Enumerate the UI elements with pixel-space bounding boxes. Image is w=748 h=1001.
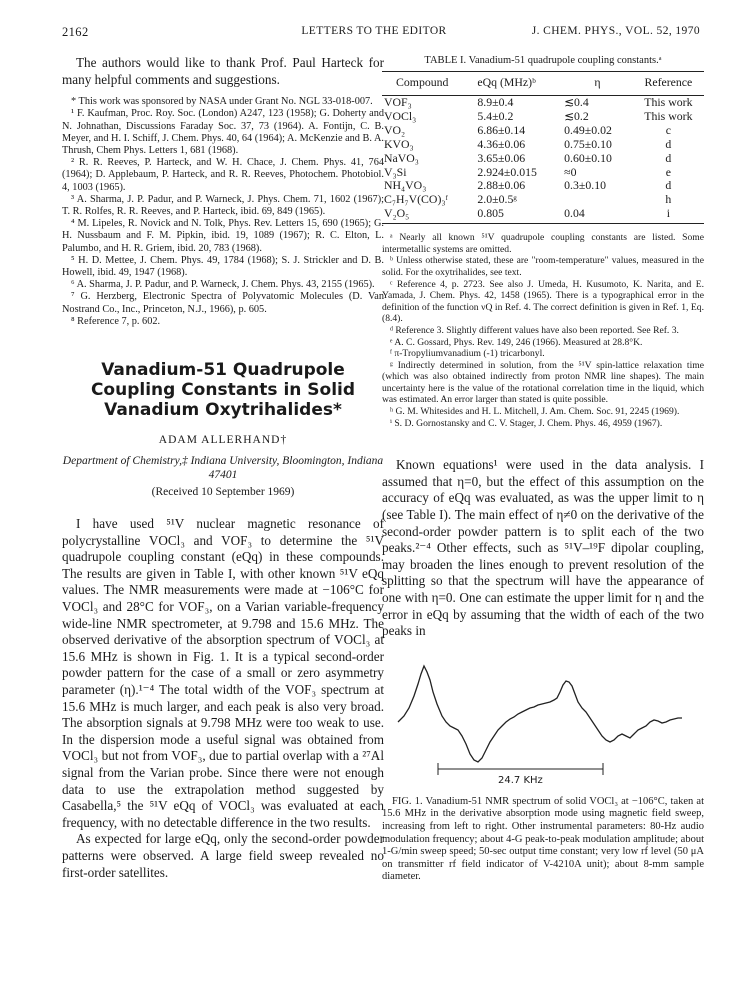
table-cell: VOCl₃ [384, 108, 417, 123]
table-note: ᵇ Unless otherwise stated, these are "room-temperature" values, measured in the solid. For the oxytrihalides, see text. [382, 255, 704, 278]
table-cell: e [665, 164, 671, 179]
table-row [382, 179, 704, 193]
table-cell: 2.0±0.5ᵍ [477, 192, 517, 207]
table-cell: NaVO₃ [384, 150, 419, 165]
received-date: (Received 10 September 1969) [151, 486, 295, 499]
footnote: ⁵ H. D. Mettee, J. Chem. Phys. 49, 1784 (1968); S. J. Strickler and D. B. Howell, ibid. 49, 1947 (1968). [62, 254, 384, 279]
column-header: Compound [382, 72, 475, 96]
table-caption: TABLE I. Vanadium-51 quadrupole coupling constants.ᵃ [424, 55, 662, 66]
footnote: ⁸ Reference 7, p. 602. [71, 315, 161, 327]
affiliation: Department of Chemistry,‡ Indiana University, Bloomington, Indiana 47401 [62, 455, 384, 482]
table-cell: This work [644, 95, 693, 109]
article-title: Vanadium-51 Quadrupole Coupling Constants in Solid Vanadium Oxytrihalides* [90, 360, 356, 421]
footnote: ⁴ M. Lipeles, R. Novick and N. Tolk, Phys. Rev. Letters 15, 690 (1965); G. H. Nussbaum and F. M. Pipkin, ibid. 19, 1089 (1967); R. C. Elton, L. Palumbo, and H. R. Griem, ibid. 20, 783 (1968). [62, 218, 384, 254]
table-header-row [382, 72, 704, 96]
table-cell: ≲0.4 [564, 95, 589, 109]
table-cell: C₇H₇V(CO)₃ᶠ [384, 192, 448, 207]
table-cell: ≲0.2 [564, 108, 589, 123]
acknowledgment: The authors would like to thank Prof. Paul Harteck for many helpful comments and suggestions. [62, 55, 384, 87]
table-cell: This work [644, 108, 693, 123]
table-row [382, 124, 704, 138]
table-cell: 0.60±0.10 [564, 150, 612, 165]
table-row [382, 207, 704, 223]
right-column [382, 55, 704, 884]
table-note: ᶜ Reference 4, p. 2723. See also J. Umeda, H. Kusumoto, K. Narita, and E. Yamada, J. Chem. Phys. 42, 1458 (1965). There is a typographical error in the definition of the function νQ in Ref. 4. The correct definition is given in Ref. 1, Eq. (8.4). [382, 278, 704, 325]
table-cell: KVO₃ [384, 136, 414, 151]
coupling-constants-table [382, 71, 704, 224]
left-column [62, 55, 384, 881]
table-cell: 5.4±0.2 [477, 108, 514, 123]
table-cell: i [633, 207, 704, 223]
page-number: 2162 [62, 25, 89, 39]
table-cell: c [665, 122, 671, 137]
table-cell: 0.3±0.10 [564, 178, 606, 193]
scale-label: 24.7 KHz [498, 774, 543, 786]
author-name: ADAM ALLERHAND† [158, 434, 288, 447]
footnote: ¹ F. Kaufman, Proc. Roy. Soc. (London) A247, 123 (1958); G. Doherty and N. Johnathan, Discussions Faraday Soc. 37, 73 (1964). A. Fontijn, C. B. Meyer, and H. I. Schiff, J. Chem. Phys. 40, 64 (1964); A. McKenzie and B. A. Thrush, Chem Phys. Letters 1, 681 (1968). [62, 108, 384, 156]
table-note: ⁱ S. D. Gornostansky and C. V. Stager, J. Chem. Phys. 46, 4959 (1967). [390, 417, 663, 429]
table-note: ᵉ A. C. Gossard, Phys. Rev. 149, 246 (1966). Measured at 28.8°K. [390, 336, 643, 348]
column-header: Reference [633, 72, 704, 96]
table-cell: d [665, 178, 672, 193]
table-cell: VO₂ [384, 122, 406, 137]
footnote: * This work was sponsored by NASA under Grant No. NGL 33-018-007. [71, 96, 373, 108]
nmr-spectrum-plot [382, 650, 704, 790]
footnote: ³ A. Sharma, J. P. Padur, and P. Warneck, J. Phys. Chem. 71, 1602 (1967); T. R. Rolfes, R. R. Reeves, and P. Harteck, ibid. 69, 849 (1965). [62, 193, 384, 218]
table-cell: V₂O₅ [382, 207, 475, 223]
table-cell: 0.49±0.02 [564, 122, 612, 137]
table-cell: 2.88±0.06 [477, 178, 526, 193]
body-paragraph: I have used ⁵¹V nuclear magnetic resonance of polycrystalline VOCl₃ and VOF₃ to determine the ⁵¹V quadrupole coupling constant (eQq) in these compounds. The results are given in Table I, with other known ⁵¹V eQq values. The NMR measurements were made at −106°C for VOCl₃ and 28°C for VOF₃, on a Varian variable-frequency wide-line NMR spectrometer, at 9.798 and 15.6 MHz. The observed derivative of the absorption spectrum of VOCl₃ at 15.6 MHz is shown in Fig. 1. It is a typical second-order powder pattern for the case of a small or zero asymmetry parameter (η).¹⁻⁴ The total width of the VOF₃ spectrum at 15.6 MHz is much larger, and each peak is also very broad. The absorption signals at 9.798 MHz were too weak to use. In the dispersion mode a useful signal was obtained from VOCl₃ but not from VOF₃, due to partial overlap with a ²⁷Al signal from the Varian probe. Since there were not enough data to use the extrapolation method suggested by Casabella,⁵ the ⁵¹V eQq of VOCl₃ was evaluated at each frequency, with no detectable difference in the two results. [62, 516, 384, 830]
table-cell: V₃Si [384, 164, 407, 179]
table-cell: 2.924±0.015 [477, 164, 537, 179]
table-cell: 6.86±0.14 [477, 122, 526, 137]
table-row [382, 152, 704, 166]
table-row [382, 193, 704, 207]
table-cell: 8.9±0.4 [477, 95, 514, 109]
table-note: ᵈ Reference 3. Slightly different values have also been reported. See Ref. 3. [390, 324, 679, 336]
spectrum-trace [398, 666, 682, 762]
footnote: ² R. R. Reeves, P. Harteck, and W. H. Chace, J. Chem. Phys. 41, 764 (1964); D. Applebaum, P. Harteck, and R. R. Reeves, Photochem. Photobiol. 4, 1003 (1965). [62, 157, 384, 193]
table-cell [562, 193, 633, 207]
column-header: eQq (MHz)ᵇ [475, 72, 562, 96]
table-row [382, 166, 704, 180]
table-cell: 0.805 [475, 207, 562, 223]
table-cell: NH₄VO₃ [384, 178, 427, 193]
table-note: ᵍ Indirectly determined in solution, from the ⁵¹V spin-lattice relaxation time (which was also obtained indirectly from proton NMR line shapes). The main uncertainty here is the value of the rotational correlation time in the liquid, which was estimated. An error larger than stated is quite possible. [382, 359, 704, 406]
running-header: LETTERS TO THE EDITOR [301, 25, 447, 37]
journal-citation: J. CHEM. PHYS., VOL. 52, 1970 [531, 25, 700, 37]
table-cell: 0.75±0.10 [564, 136, 612, 151]
nmr-spectrum-figure [382, 650, 704, 790]
table-note: ᵃ Nearly all known ⁵¹V quadrupole coupling constants are listed. Some intermetallic systems are omitted. [382, 232, 704, 255]
footnote: ⁷ G. Herzberg, Electronic Spectra of Polyvatomic Molecules (D. Van Nostrand Co., Inc., Princeton, N.J., 1966), p. 605. [62, 291, 384, 315]
table-cell: 0.04 [562, 207, 633, 223]
column-header: η [562, 72, 633, 96]
table-cell: h [665, 192, 672, 207]
table-cell: ≈0 [564, 164, 577, 179]
table-cell: 3.65±0.06 [477, 150, 526, 165]
table-cell: d [665, 136, 672, 151]
figure-caption: FIG. 1. Vanadium-51 NMR spectrum of solid VOCl₃ at −106°C, taken at 15.6 MHz in the derivative absorption mode using magnetic field sweep, increasing from left to right. Other instrumental parameters: 80-Hz audio modulation frequency; about 4-G peak-to-peak modulation amplitude; about 1-G/min sweep speed; 50-sec output time constant; very low rf level (50 μA on transmitter rf field indicator of V-4210A unit); about 8-mm sample diameter. [382, 795, 704, 883]
table-cell: d [665, 150, 672, 165]
table-cell: VOF₃ [384, 95, 412, 109]
table-row [382, 110, 704, 124]
body-paragraph: As expected for large eQq, only the second-order powder patterns were observed. A large field sweep revealed no first-order satellites. [62, 831, 384, 880]
table-note: ʰ G. M. Whitesides and H. L. Mitchell, J. Am. Chem. Soc. 91, 2245 (1969). [390, 406, 680, 418]
footnote: ⁶ A. Sharma, J. P. Padur, and P. Warneck, J. Chem. Phys. 43, 2155 (1965). [71, 279, 375, 291]
table-note: ᶠ π-Tropyliumvanadium (-1) tricarbonyl. [390, 348, 545, 360]
body-paragraph: Known equations¹ were used in the data analysis. I assumed that η=0, but the effect of this assumption on the accuracy of eQq was evaluated, as was the upper limit to η (see Table I). The main effect of η≠0 on the derivative of the second-order powder pattern is to split each of the two peaks.²⁻⁴ Other effects, such as ⁵¹V–¹⁹F dipolar coupling, may broaden the lines enough to prevent resolution of the splitting so that the spectrum will have the appearance of one with η=0. One can estimate the upper limit for η and the error in eQq by assuming that the width of each of the two peaks in [382, 457, 704, 639]
table-row [382, 96, 704, 110]
table-row [382, 138, 704, 152]
table-cell: 4.36±0.06 [477, 136, 526, 151]
